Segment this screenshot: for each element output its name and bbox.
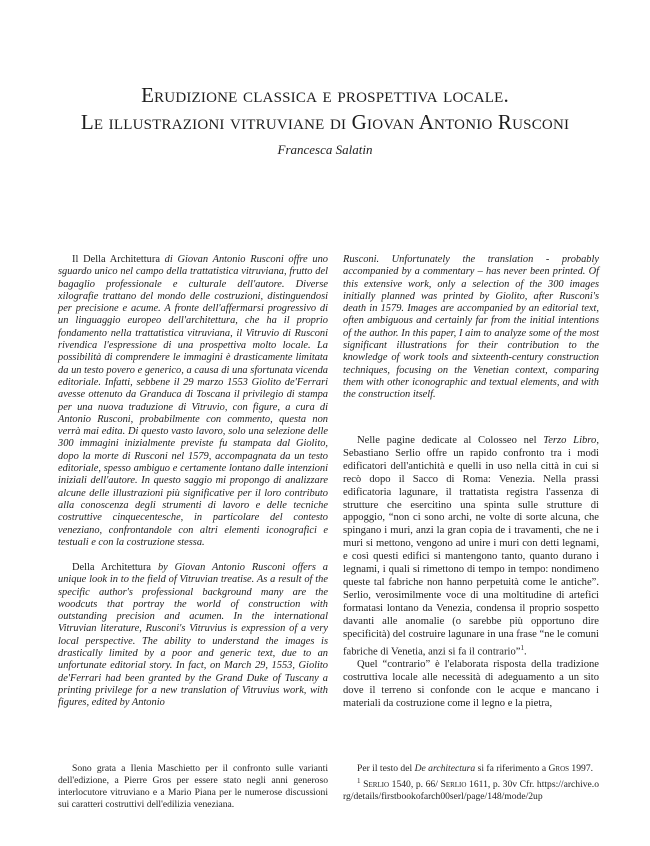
footnote-ref-1: 1: [520, 643, 524, 652]
main-body-text: [343, 435, 599, 711]
footnote-text-reference: Per il testo del De architectura si fa riferimento a Gros 1997.: [357, 763, 594, 774]
acknowledgement-footnote: Sono grata a Ilenia Maschietto per il confronto sulle varianti dell'edizione, a Pierre Gros per essere stato negli anni generoso interlocutore vitruviano e a Mario Piana per le numerose discussioni sui caratteri costruttivi dell'edilizia veneziana.: [58, 763, 328, 810]
paragraph-2: Quel “contrario” è l'elaborata risposta della tradizione costruttiva locale alle necessità di adeguamento a un sito dove il terreno si confonde con le acque e mancano i materiali da costruzione come il legno e la pietra,: [343, 658, 599, 709]
abstract-it-text: di Giovan Antonio Rusconi offre uno sguardo unico nel campo della trattatistica vitruviana, frutto del bagaglio professionale e culturale dell'autore. Diverse xilografie trattano del mondo delle costruzioni, distinguendosi per precisione e acume. A fronte dell'affermarsi progressivo di un linguaggio europeo dell'architettura, che ha il proprio fondamento nella trattatistica vitruviana, il Vitruvio di Rusconi rivendica l'espressione di una prospettiva molto locale. La possibilità di comprendere le immagini è drasticamente limitata da un testo povero e generico, a causa di una sfortunata vicenda editoriale. Infatti, sebbene il 29 marzo 1553 Giolito de'Ferrari avesse ottenuto da Granduca di Toscana il privilegio di stampa per una nuova traduzione di Vitruvio, con figure, a cura di Antonio Rusconi, probabilmente con commento, questa non verrà mai edita. Di questo vasto lavoro, solo una selezione delle 300 immagini inizialmente previste fu stampata dal Giolito, dopo la morte di Rusconi nel 1579, accompagnata da un testo editoriale, spesso ambiguo e certamente lontano dalle intenzioni iniziali dell'autore. In questo saggio mi propongo di analizzare alcune delle illustrazioni più significative per il loro contributo alla conoscenza degli strumenti di lavoro e delle tecniche costruttive cinquecentesche, in particolare del contesto veneziano, confrontandole con altri elementi iconografici e testuali e con la costruzione stessa.: [58, 254, 328, 548]
abstract-english-right: Rusconi. Unfortunately the translation - probably accompanied by a commentary – has never been printed. Of this extensive work, only a selection of the 300 images initially planned was printed by Giolito, after Rusconi's death in 1579. Images are accompanied by an editorial text, often ambiguous and certainly far from the initial intentions of the author. In this paper, I aim to analyze some of the most significant illustrations for their contribution to the knowledge of work tools and sixteenth-century construction techniques, focusing on the Venetian context, comparing them with other iconographic and textual elements, and with the construction itself.: [343, 254, 599, 401]
abstract-italian: [58, 254, 328, 549]
paragraph-1: Nelle pagine dedicate al Colosseo nel Terzo Libro, Sebastiano Serlio offre un rapido confronto tra i modi edificatori dell'antichità e quelli in uso nella città in cui si recò dopo il Sacco di Roma: Venezia. Nella prassi edificatoria lagunare, il trattatista registra l'assenza di strutture che esercitino una spinta sulle strutture di appoggio, “non ci sono archi, ne volte di sorte alcuna, che spingano i muri, anzi la gran copia de i travamenti, che ne i muri si mettono, vengono ad unire i muri con detti legnami, e così questi edifici si mantengono tanto, quanto durano i legnami, i quali si rimettono di tempo in tempo: nondimeno queste tal fabriche non hanno perpetuità come le antiche”. Serlio, verosimilmente voce di una moltitudine di artefici formatasi lontano da Venezia, condensa il proprio sospetto davanti alle anomalie (o sarebbe più opportuno dire specificità) del costruire lagunare in una frase “ne le comuni fabriche di Venetia, anzi si fa il contrario”$^1$.: [343, 435, 599, 658]
terzo-libro-title: Terzo Libro: [543, 435, 597, 446]
footnotes-right: [343, 763, 599, 803]
abstract-english-left: [58, 562, 328, 710]
abstract-en-text-left: by Giovan Antonio Rusconi offers a unique look in to the field of Vitruvian treatise. As a result of the specific author's professional background many are the woodcuts that portray the world of construction with outstanding precision and acumen. In the international Vitruvian literature, Rusconi's Vitruvius is expression of a very local perspective. The ability to understand the images is drastically limited by a poor and generic text, due to an unfortunate editorial story. In fact, on March 29, 1553, Giolito de'Ferrari had been granted by the Grand Duke of Tuscany a printing privilege for a new translation of Vitruvius work, with figures, edited by Antonio: [58, 562, 328, 709]
abstract-it-lead: Il: [72, 254, 84, 265]
abstract-it-book-title: Della Architettura: [83, 254, 160, 265]
title-line-1: Erudizione classica e prospettiva locale.: [141, 83, 509, 107]
footnote-1: $^1$ Serlio 1540, p. 66/ Serlio 1611, p. 30v Cfr. https://archive.org/details/firstbookofarch00serl/page/148/mode/2up: [343, 777, 599, 803]
title-line-2: Le illustrazioni vitruviane di Giovan Antonio Rusconi: [80, 110, 570, 134]
abstract-en-book-title: Della Architettura: [72, 562, 152, 573]
author-name: Francesca Salatin: [277, 142, 373, 157]
